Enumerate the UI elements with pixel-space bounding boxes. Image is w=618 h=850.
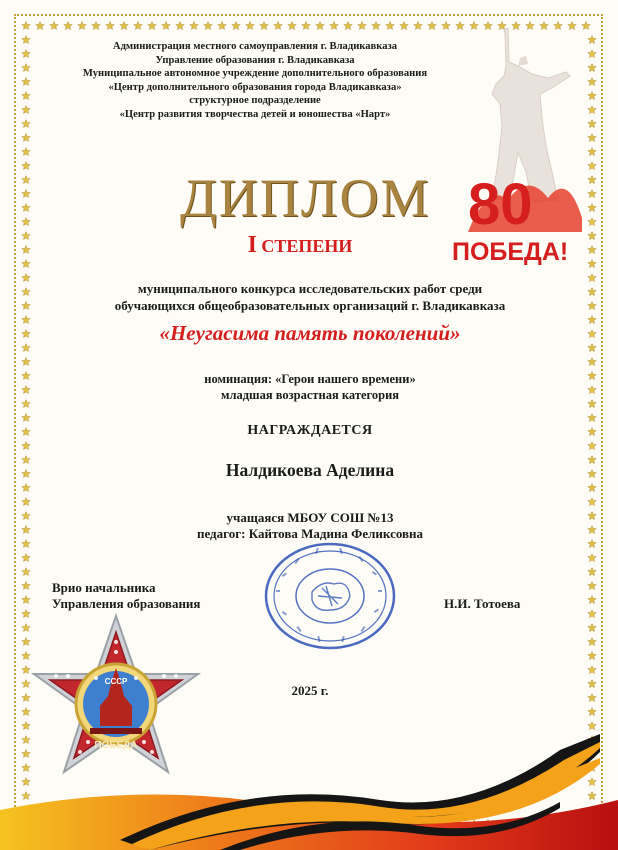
signer-position-line: Управления образования [52,596,201,611]
contest-name: «Неугасима память поколений» [159,321,461,345]
contest-line: муниципального конкурса исследовательских работ среди [137,281,483,296]
official-stamp [262,540,398,652]
signer-position-line: Врио начальника [52,580,156,595]
recipient-name: Налдикоева Аделина [225,460,395,480]
header-line: Администрация местного самоуправления г. Владикавказа [112,41,398,52]
contest-description [40,280,580,314]
school-and-teacher [80,510,540,542]
signer-position [52,580,272,612]
badge-top-text: СССР [104,677,128,686]
victory-80-emblem [448,22,588,272]
school-line: учащаяся МБОУ СОШ №13 [226,510,394,525]
award-degree [200,232,400,259]
issuer-header [60,40,450,122]
header-line: структурное подразделение [189,95,321,107]
signer-name: Н.И. Тотоева [444,596,521,611]
emblem-word: ПОБЕДА! [452,238,569,266]
header-line: Муниципальное автономное учреждение дополнительного образования [82,68,428,80]
header-line: Управление образования г. Владикавказа [155,54,355,66]
header-line: «Центр дополнительного образования города Владикавказа» [108,81,402,93]
header-line: «Центр развития творчества детей и юношества «Нарт» [119,108,391,120]
order-of-victory-badge [26,612,206,792]
nomination [100,371,520,403]
contest-line: обучающихся общеобразовательных организаций г. Владикавказа [114,298,506,313]
teacher-line: педагог: Кайтова Мадина Феликсовна [196,526,424,541]
issue-year: 2025 г. [291,683,329,698]
emblem-number: 80 [468,172,533,237]
badge-bottom-text: ПОБЕДА [94,740,138,751]
awarded-heading: НАГРАЖДАЕТСЯ [247,423,373,438]
category-line: младшая возрастная категория [220,388,400,402]
degree-word: СТЕПЕНИ [261,236,353,256]
diploma-title: ДИПЛОМ [180,168,431,228]
nomination-line: номинация: «Герои нашего времени» [204,372,416,386]
degree-numeral: I [247,232,257,258]
